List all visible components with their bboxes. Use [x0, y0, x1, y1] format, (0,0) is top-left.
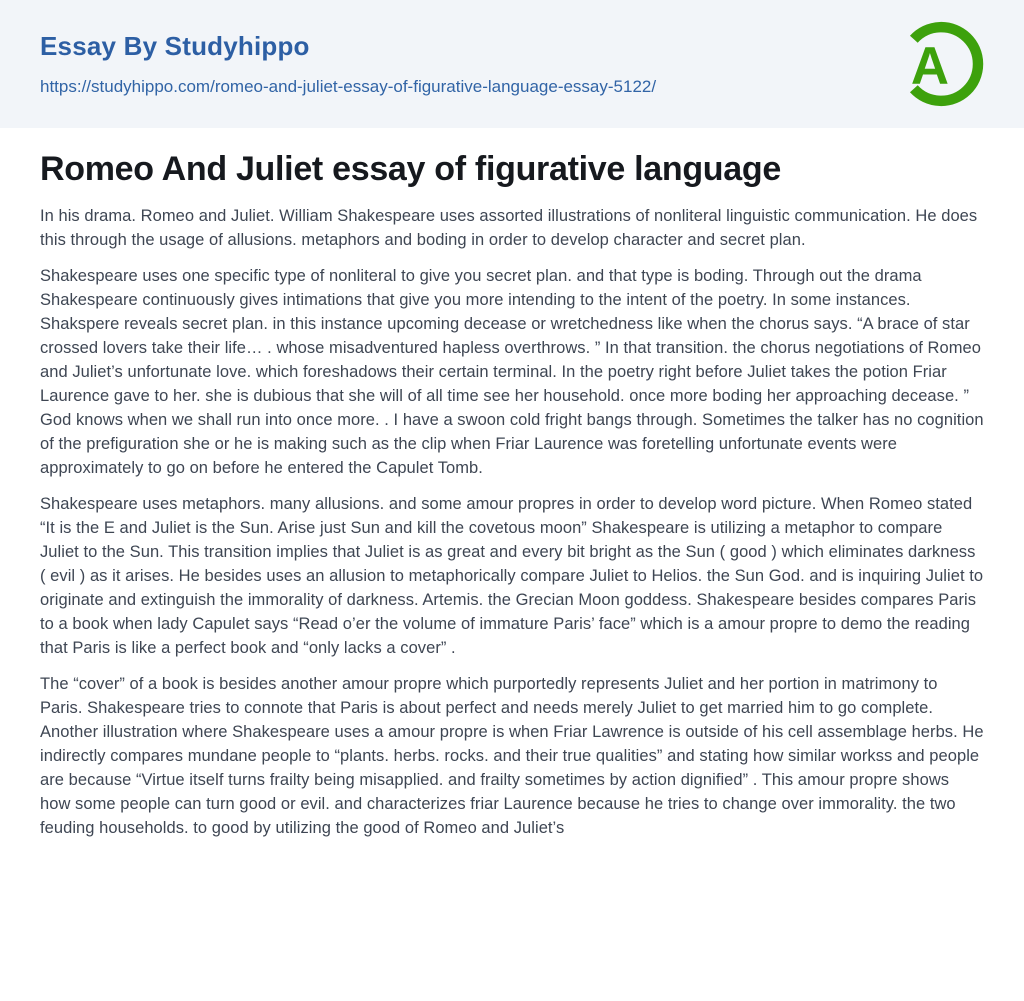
- logo-letter: A: [910, 36, 949, 96]
- essay-paragraph-1: In his drama. Romeo and Juliet. William Shakespeare uses assorted illustrations of nonliteral linguistic communication. He does this through the usage of allusions. metaphors and boding in order to develop character and secret plan.: [40, 207, 978, 249]
- page-title: Romeo And Juliet essay of figurative language: [40, 150, 781, 188]
- header-text-block: [40, 31, 656, 97]
- site-label-link[interactable]: Essay By Studyhippo: [40, 31, 310, 61]
- essay-content: [0, 149, 1024, 840]
- essay-paragraph-3: Shakespeare uses metaphors. many allusions. and some amour propres in order to develop word picture. When Romeo stated “It is the E and Juliet is the Sun. Arise just Sun and kill the covetous moon” Shakespeare is utilizing a metaphor to compare Juliet to the Sun. This transition implies that Juliet is as great and every bit bright as the Sun ( good ) which eliminates darkness ( evil ) as it arises. He besides uses an allusion to metaphorically compare Juliet to Helios. the Sun God. and is inquiring Juliet to originate and extinguish the immorality of darkness. Artemis. the Grecian Moon goddess. Shakespeare besides compares Paris to a book when lady Capulet says “Read o’er the volume of immature Paris’ face” which is a amour propre to demo the reading that Paris is like a perfect book and “only lacks a cover” .: [40, 495, 984, 657]
- source-url-link[interactable]: https://studyhippo.com/romeo-and-juliet-essay-of-figurative-language-essay-5122/: [40, 77, 657, 96]
- page-header: [0, 0, 1024, 128]
- essay-paragraph-4: The “cover” of a book is besides another amour propre which purportedly represents Juliet and her portion in matrimony to Paris. Shakespeare tries to connote that Paris is about perfect and needs merely Juliet to get married him to go complete. Another illustration where Shakespeare uses a amour propre is when Friar Lawrence is outside of his cell assemblage herbs. He indirectly compares mundane people to “plants. herbs. rocks. and their true qualities” and stating how similar workss and people are because “Virtue itself turns frailty being misapplied. and frailty sometimes by action dignified” . This amour propre shows how some people can turn good or evil. and characterizes friar Laurence because he tries to change over immorality. the two feuding households. to good by utilizing the good of Romeo and Juliet’s: [40, 675, 984, 837]
- studyhippo-grade-logo-icon: [898, 20, 986, 108]
- essay-paragraph-2: Shakespeare uses one specific type of nonliteral to give you secret plan. and that type is boding. Through out the drama Shakespeare continuously gives intimations that give you more intending to the intent of the poetry. In some instances. Shakspere reveals secret plan. in this instance upcoming decease or wretchedness like when the chorus says. “A brace of star crossed lovers take their life… . whose misadventured hapless overthrows. ” In that transition. the chorus negotiations of Romeo and Juliet’s unfortunate love. which foreshadows their certain terminal. In the poetry right before Juliet takes the potion Friar Laurence gave to her. she is dubious that she will of all time see her household. once more boding her approaching decease. ” God knows when we shall run into once more. . I have a swoon cold fright bangs through. Sometimes the talker has no cognition of the prefiguration she or he is making such as the clip when Friar Laurence was foretelling unfortunate events were approximately to go on before he entered the Capulet Tomb.: [40, 267, 984, 477]
